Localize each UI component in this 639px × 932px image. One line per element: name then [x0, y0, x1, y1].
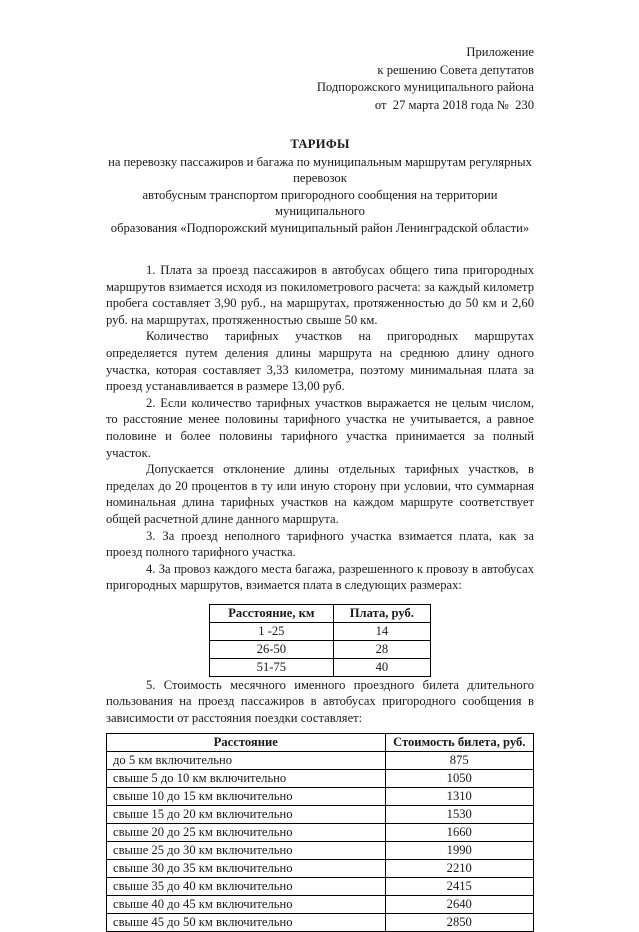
- paragraph-2: 2. Если количество тарифных участков выражается не целым числом, то расстояние менее половины тарифного участка не учитывается, а равное половине и более половины тарифного участка принимается за полный участок.: [106, 395, 534, 460]
- ticket-cell-distance: свыше 25 до 30 км включительно: [107, 841, 386, 859]
- subtitle-line-3: образования «Подпорожский муниципальный район Ленинградской области»: [110, 220, 530, 235]
- ticket-cell-distance: свыше 30 до 35 км включительно: [107, 859, 386, 877]
- ticket-cell-price: 1310: [385, 787, 534, 805]
- baggage-cell-fee: 28: [333, 640, 430, 658]
- table-row: [107, 913, 534, 931]
- table-row: [107, 751, 534, 769]
- baggage-table-wrapper: [106, 604, 534, 677]
- paragraph-1b: Количество тарифных участков на пригородных маршрутах определяется путем деления длины маршрута на среднюю длину одного участка, которая составляет 3,33 километра, поэтому минимальная плата за проезд устанавливается в размере 13,00 руб.: [106, 329, 534, 394]
- baggage-cell-fee: 14: [333, 622, 430, 640]
- ticket-cell-distance: свыше 35 до 40 км включительно: [107, 877, 386, 895]
- approval-line-2: к решению Совета депутатов: [377, 62, 534, 77]
- ticket-cell-price: 1660: [385, 823, 534, 841]
- table-row: [107, 895, 534, 913]
- ticket-cell-distance: до 5 км включительно: [107, 751, 386, 769]
- approval-line-1: Приложение: [466, 45, 534, 59]
- baggage-cell-fee: 40: [333, 658, 430, 676]
- subtitle-line-1: на перевозку пассажиров и багажа по муниципальным маршрутам регулярных перевозок: [108, 154, 532, 185]
- ticket-cell-distance: свыше 20 до 25 км включительно: [107, 823, 386, 841]
- paragraph-1: 1. Плата за проезд пассажиров в автобусах общего типа пригородных маршрутов взимается исходя из покилометрового расчета: за каждый километр пробега составляет 3,90 руб., на маршрутах, протяженностью до 50 км и 2,60 руб. на маршрутах, протяженностью свыше 50 км.: [106, 263, 534, 327]
- subtitle-line-2: автобусным транспортом пригородного сообщения на территории муниципального: [142, 187, 498, 218]
- approval-line-3: Подпорожского муниципального района: [316, 80, 534, 94]
- baggage-header-fee: Плата, руб.: [333, 604, 430, 622]
- title-block: [106, 136, 534, 236]
- baggage-cell-distance: 26-50: [210, 640, 334, 658]
- ticket-cell-price: 2415: [385, 877, 534, 895]
- table-row: [107, 841, 534, 859]
- ticket-cell-price: 1990: [385, 841, 534, 859]
- document-content: [106, 0, 534, 932]
- ticket-table-wrapper: [106, 733, 534, 932]
- table-row: [107, 787, 534, 805]
- paragraph-2b: Допускается отклонение длины отдельных тарифных участков, в пределах до 20 процентов в ту или иную сторону при условии, что суммарная номинальная длина тарифных участков на каждом маршруте соответствует общей расчетной длине данного маршрута.: [106, 462, 534, 526]
- ticket-cell-price: 1050: [385, 769, 534, 787]
- table-row: [210, 658, 431, 676]
- ticket-cell-distance: свыше 5 до 10 км включительно: [107, 769, 386, 787]
- paragraph-5: 5. Стоимость месячного именного проездного билета длительного пользования на проезд пассажиров в автобусах пригородного сообщения в зависимости от расстояния поездки составляет:: [106, 677, 534, 726]
- ticket-cell-price: 2850: [385, 913, 534, 931]
- ticket-price-table: [106, 733, 534, 932]
- paragraph-3: 3. За проезд неполного тарифного участка взимается плата, как за проезд полного тарифного участка.: [106, 528, 534, 560]
- ticket-cell-price: 2210: [385, 859, 534, 877]
- baggage-header-distance: Расстояние, км: [210, 604, 334, 622]
- paragraph-4: 4. За провоз каждого места багажа, разрешенного к провозу в автобусах пригородных маршрутов, взимается плата в следующих размерах:: [106, 561, 534, 593]
- table-header-row: [107, 733, 534, 751]
- ticket-header-price: Стоимость билета, руб.: [385, 733, 534, 751]
- table-row: [210, 640, 431, 658]
- ticket-cell-price: 1530: [385, 805, 534, 823]
- ticket-cell-price: 875: [385, 751, 534, 769]
- baggage-fee-table: [209, 604, 431, 677]
- approval-line-4: от 27 марта 2018 года № 230: [374, 97, 534, 112]
- table-header-row: [210, 604, 431, 622]
- table-row: [107, 859, 534, 877]
- table-row: [107, 877, 534, 895]
- approval-header: [106, 44, 534, 114]
- ticket-cell-distance: свыше 10 до 15 км включительно: [107, 787, 386, 805]
- ticket-header-distance: Расстояние: [107, 733, 386, 751]
- ticket-cell-distance: свыше 15 до 20 км включительно: [107, 805, 386, 823]
- baggage-cell-distance: 51-75: [210, 658, 334, 676]
- table-row: [107, 769, 534, 787]
- ticket-cell-price: 2640: [385, 895, 534, 913]
- table-row: [210, 622, 431, 640]
- ticket-cell-distance: свыше 40 до 45 км включительно: [107, 895, 386, 913]
- table-row: [107, 823, 534, 841]
- table-row: [107, 805, 534, 823]
- baggage-cell-distance: 1 -25: [210, 622, 334, 640]
- body-block: [106, 262, 534, 594]
- page-title: ТАРИФЫ: [290, 137, 350, 151]
- ticket-cell-distance: свыше 45 до 50 км включительно: [107, 913, 386, 931]
